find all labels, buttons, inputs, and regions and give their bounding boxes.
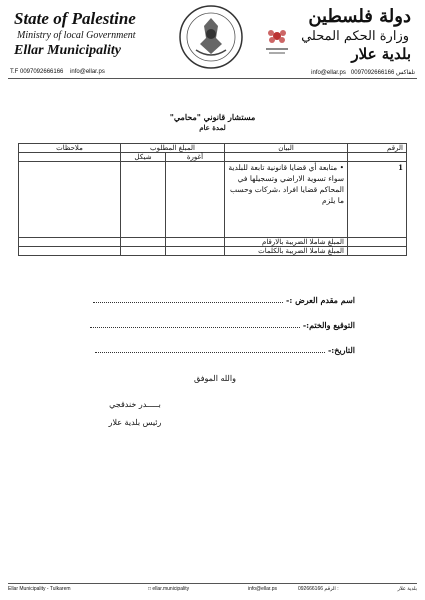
- table-row: [19, 238, 407, 247]
- footer-right: بلدية علار: [397, 586, 417, 592]
- table-header-row: [19, 144, 407, 153]
- footer-social: [148, 586, 189, 592]
- footer-divider: [8, 583, 417, 584]
- subheader-agora: أغورة: [166, 153, 225, 162]
- table-row: [19, 247, 407, 256]
- date-line[interactable]: [95, 352, 325, 353]
- header-ar-municipality: بلدية علار: [351, 45, 411, 63]
- header-ar-state: دولة فلسطين: [308, 6, 411, 27]
- header-tel-left: T.F 0097092666166: [10, 69, 64, 75]
- municipality-seal-icon: [178, 4, 244, 70]
- signature-line[interactable]: [90, 327, 300, 328]
- bidder-name-field: [0, 295, 355, 305]
- header-email-left: info@ellar.ps: [70, 69, 105, 75]
- document-title: مستشار قانوني "محامي": [169, 112, 256, 122]
- pricing-table: [18, 143, 407, 256]
- secondary-logo-icon: [262, 24, 292, 58]
- header-amount: المبلغ المطلوب: [121, 144, 225, 153]
- footer-tel-value: 092666166: [298, 586, 324, 592]
- bidder-name-line[interactable]: [93, 302, 283, 303]
- date-field: [0, 345, 355, 355]
- total-numbers-label: المبلغ شاملا الضريبة بالارقام: [225, 238, 348, 247]
- header-number: الرقم: [348, 144, 407, 153]
- header-notes: ملاحظات: [19, 144, 121, 153]
- header-ar-ministry: وزارة الحكم المحلي: [301, 29, 409, 44]
- footer: [8, 586, 417, 592]
- header-email-right: info@ellar.ps: [311, 70, 346, 76]
- row-number: 1: [348, 162, 407, 238]
- header-contact-right: [311, 69, 415, 76]
- signature-field: [0, 320, 355, 330]
- signer-title: رئيس بلدية علار: [108, 418, 162, 427]
- row-statement-text: متابعة أي قضايا قانونية تابعة للبلدية سواء تسوية الاراضي وتسجيلها في المحاكم قضايا افراد ،شركات وحسب ما يلزم: [228, 163, 344, 205]
- date-label: التاريخ:-: [327, 345, 355, 355]
- header-en-ministry: Ministry of local Government: [17, 30, 136, 41]
- facebook-icon: □: [148, 586, 152, 592]
- closing-text: والله الموفق: [194, 374, 236, 383]
- footer-tel: [298, 586, 339, 592]
- document-subtitle: لمدة عام: [199, 123, 226, 132]
- header-divider: [8, 78, 417, 79]
- row-statement: • متابعة أي قضايا قانونية تابعة للبلدية سواء تسوية الاراضي وتسجيلها في المحاكم قضايا افراد ،شركات وحسب ما يلزم: [225, 162, 348, 238]
- header-tel-right: تلفاكس 0097092666166: [350, 70, 415, 76]
- footer-tel-label: الرقم :: [324, 586, 339, 592]
- total-words-label: المبلغ شاملا الضريبة بالكلمات: [225, 247, 348, 256]
- footer-left: Ellar Municipality - Tulkarem: [8, 586, 71, 592]
- header-contact-left: [10, 69, 105, 75]
- table-subheader-row: [19, 153, 407, 162]
- header-en-state: State of Palestine: [14, 9, 136, 28]
- signature-label: التوقيع والختم:-: [302, 320, 355, 330]
- footer-email: info@ellar.ps: [248, 586, 277, 592]
- table-row: [19, 162, 407, 238]
- bidder-name-label: اسم مقدم العرض :-: [286, 295, 355, 305]
- header-statement: البيان: [225, 144, 348, 153]
- signer-name: بـــــدر خندقجي: [109, 400, 161, 409]
- subheader-shekel: شيكل: [121, 153, 166, 162]
- header-en-municipality: Ellar Municipality: [14, 43, 121, 58]
- footer-social-text: ellar.municipality: [152, 586, 190, 592]
